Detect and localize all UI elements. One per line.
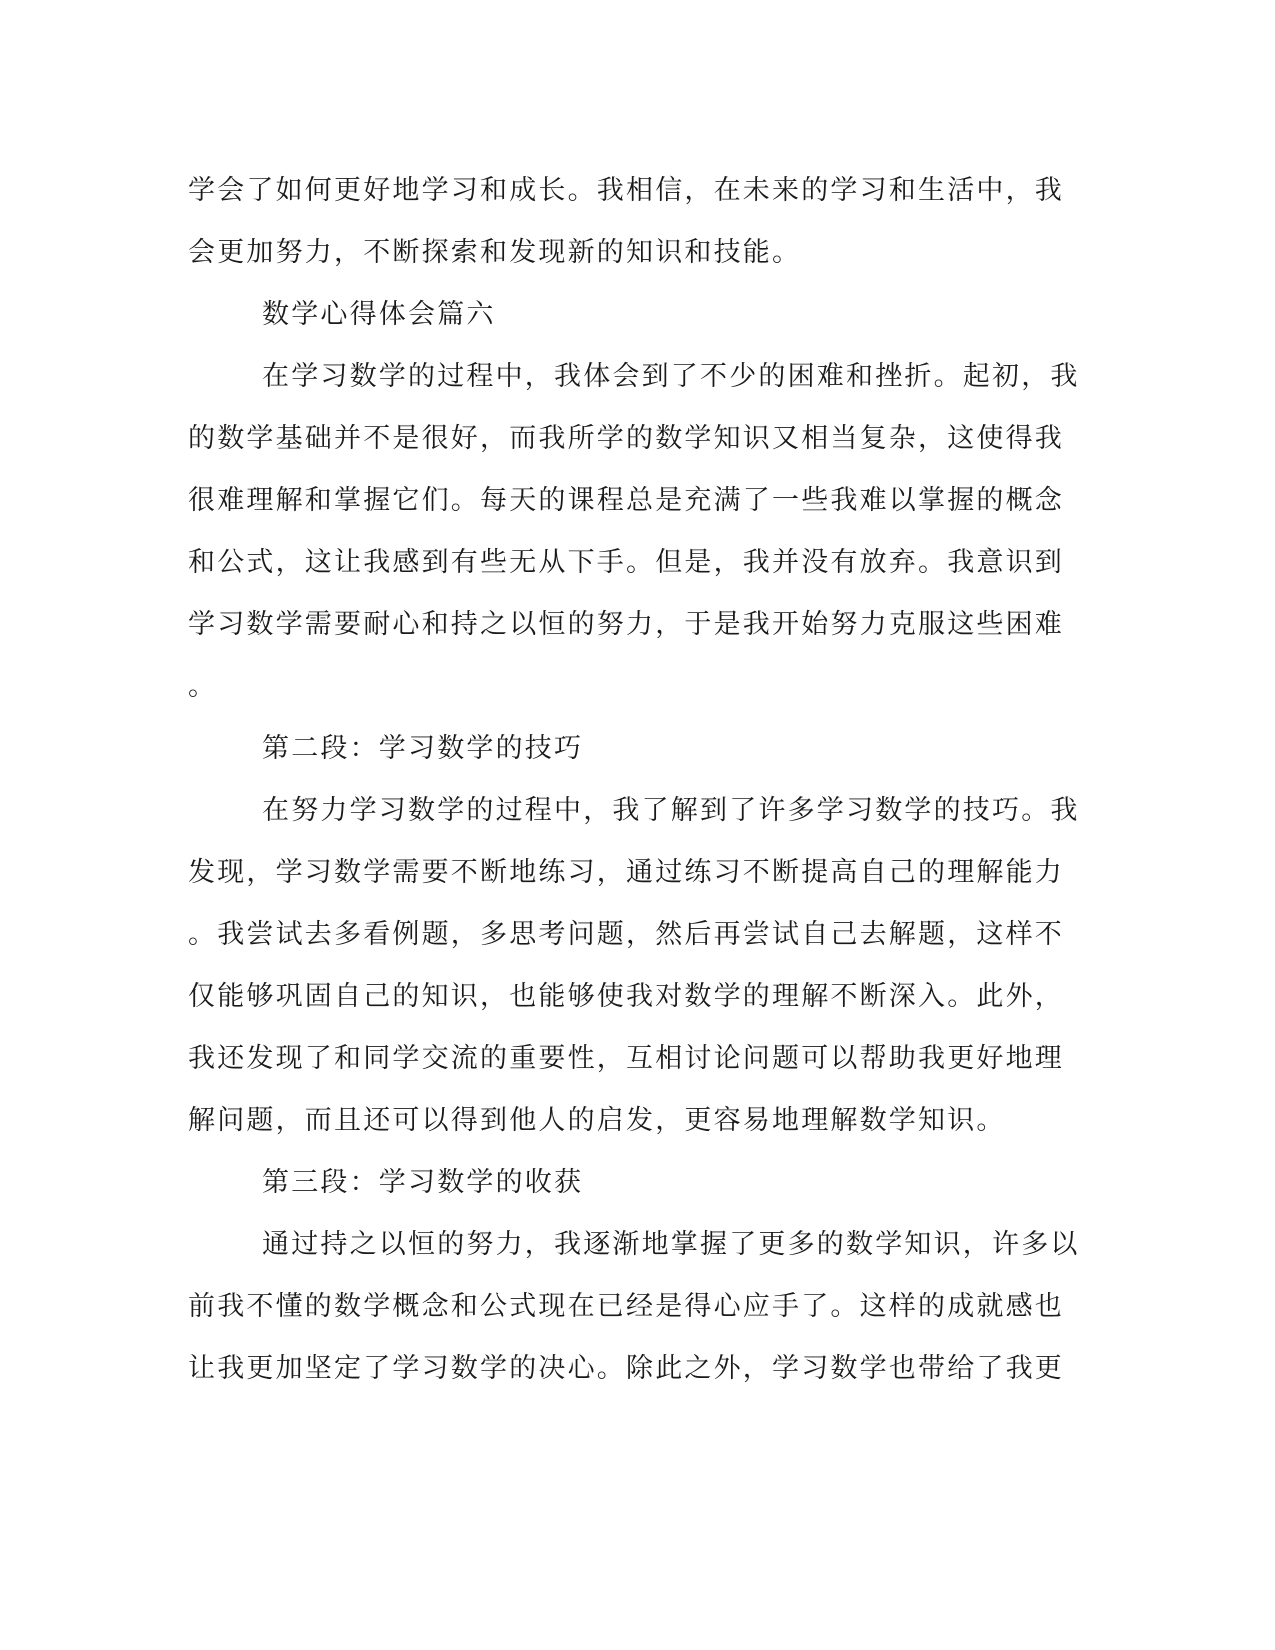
text-line: 的数学基础并不是很好，而我所学的数学知识又相当复杂，这使得我 bbox=[188, 423, 1064, 454]
text-line: 发现，学习数学需要不断地练习，通过练习不断提高自己的理解能力 bbox=[188, 857, 1064, 888]
text-line: 学习数学需要耐心和持之以恒的努力，于是我开始努力克服这些困难 bbox=[188, 609, 1064, 640]
text-line: 仅能够巩固自己的知识，也能够使我对数学的理解不断深入。此外， bbox=[188, 981, 1064, 1012]
text-line: 我还发现了和同学交流的重要性，互相讨论问题可以帮助我更好地理 bbox=[188, 1043, 1064, 1074]
section-heading: 第三段：学习数学的收获 bbox=[262, 1167, 584, 1198]
text-line: 会更加努力，不断探索和发现新的知识和技能。 bbox=[188, 237, 802, 268]
text-line: 让我更加坚定了学习数学的决心。除此之外，学习数学也带给了我更 bbox=[188, 1353, 1064, 1384]
text-line: 通过持之以恒的努力，我逐渐地掌握了更多的数学知识，许多以 bbox=[262, 1229, 1080, 1260]
text-line: 在努力学习数学的过程中，我了解到了许多学习数学的技巧。我 bbox=[262, 795, 1080, 826]
text-line: 解问题，而且还可以得到他人的启发，更容易地理解数学知识。 bbox=[188, 1105, 1006, 1136]
text-line: 学会了如何更好地学习和成长。我相信，在未来的学习和生活中，我 bbox=[188, 175, 1064, 206]
text-line: 和公式，这让我感到有些无从下手。但是，我并没有放弃。我意识到 bbox=[188, 547, 1064, 578]
document-body bbox=[188, 160, 1080, 1400]
text-line: 。 bbox=[188, 671, 218, 702]
text-line: 前我不懂的数学概念和公式现在已经是得心应手了。这样的成就感也 bbox=[188, 1291, 1064, 1322]
section-heading: 数学心得体会篇六 bbox=[262, 299, 496, 330]
text-line: 在学习数学的过程中，我体会到了不少的困难和挫折。起初，我 bbox=[262, 361, 1080, 392]
section-heading: 第二段：学习数学的技巧 bbox=[262, 733, 584, 764]
text-line: 很难理解和掌握它们。每天的课程总是充满了一些我难以掌握的概念 bbox=[188, 485, 1064, 516]
text-line: 。我尝试去多看例题，多思考问题，然后再尝试自己去解题，这样不 bbox=[188, 919, 1064, 950]
